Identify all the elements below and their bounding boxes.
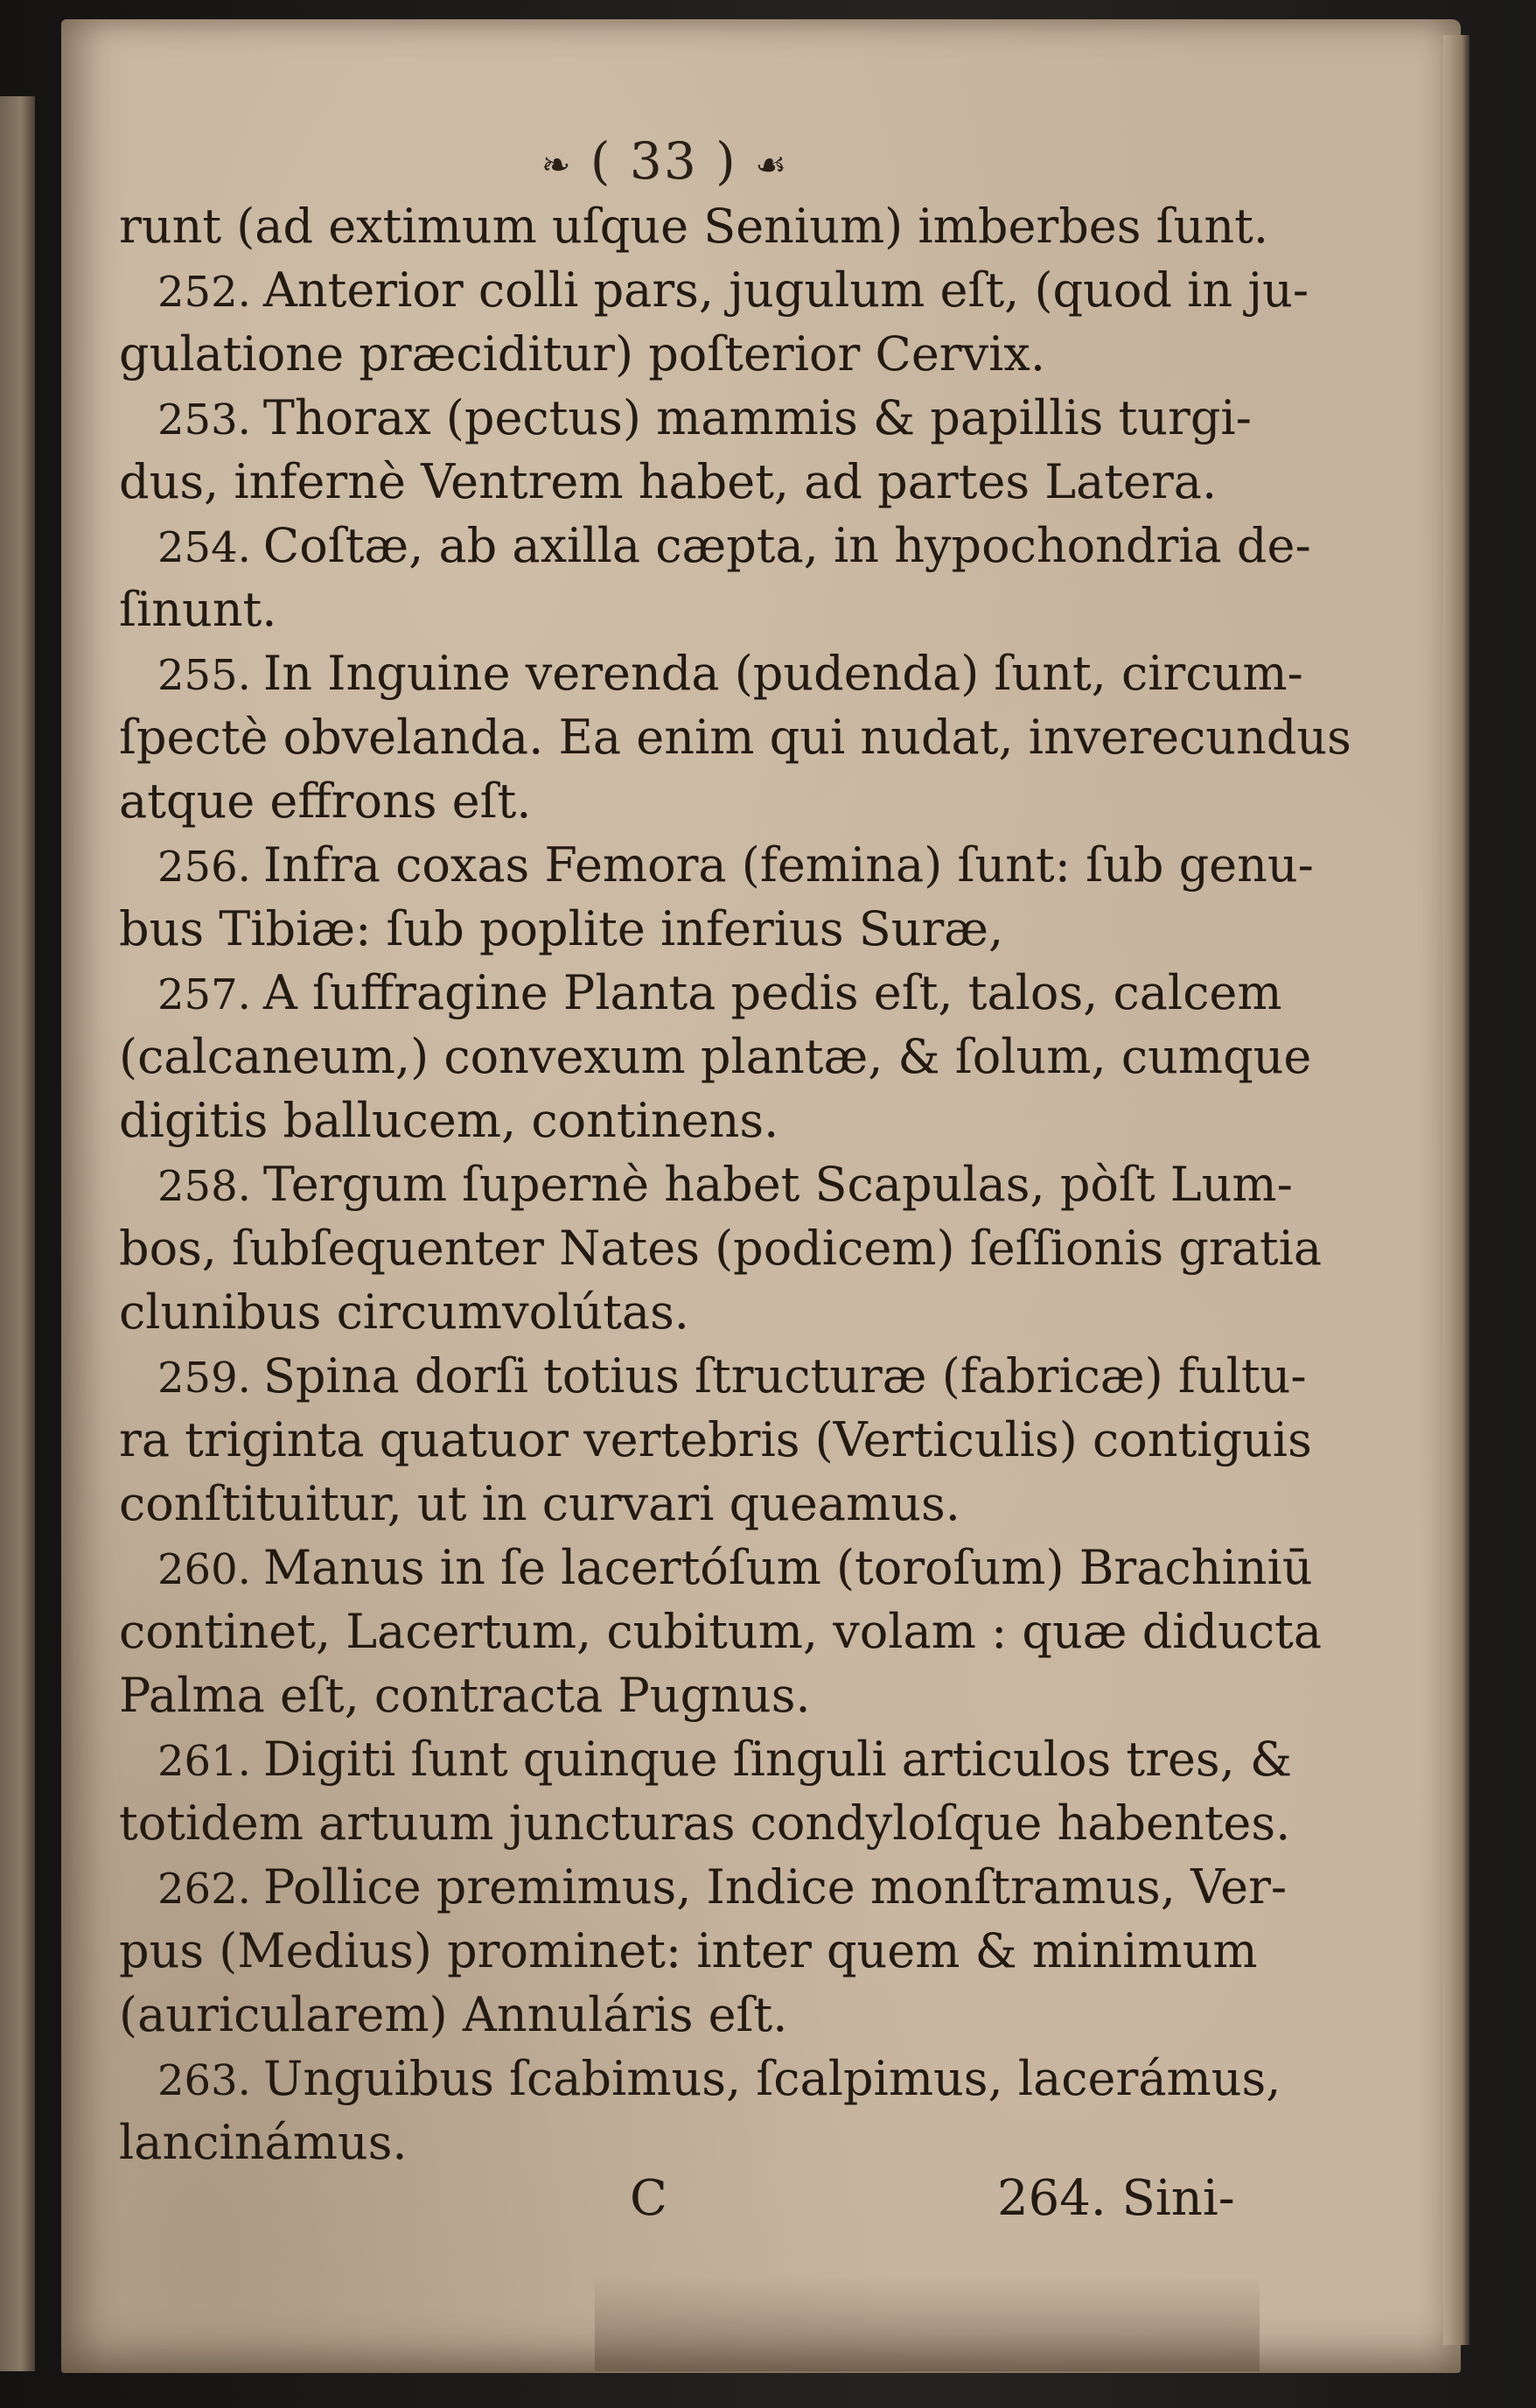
page-header	[490, 131, 840, 201]
text-line: 263. Unguibus ſcabimus, ſcalpimus, lacerámus,	[157, 2051, 1281, 2106]
page-number: ( 33 )	[590, 131, 737, 191]
ornament-right-icon: ☙	[755, 144, 789, 186]
text-line: ſinunt.	[119, 582, 277, 637]
text-line: 261. Digiti ſunt quinque ſinguli articulos tres, &	[157, 1732, 1293, 1787]
text-line: 253. Thorax (pectus) mammis & papillis turgi-	[157, 390, 1252, 445]
text-line: conſtituitur, ut in curvari queamus.	[119, 1476, 960, 1531]
text-line: ſpectè obvelanda. Ea enim qui nudat, inverecundus	[119, 710, 1351, 765]
previous-page-edge	[0, 96, 35, 2371]
text-line: bus Tibiæ: ſub poplite inferius Suræ,	[119, 901, 1004, 956]
page-footer	[107, 2170, 1261, 2240]
text-line: 259. Spina dorſi totius ſtructuræ (fabricæ) fultu-	[157, 1348, 1307, 1404]
text-line: atque effrons eſt.	[119, 774, 532, 829]
text-line: Palma eſt, contracta Pugnus.	[119, 1668, 811, 1723]
page-fore-edge	[1443, 35, 1470, 2345]
catchword: 264. Sini-	[997, 2170, 1235, 2227]
text-line: (calcaneum,) convexum plantæ, & ſolum, cumque	[119, 1029, 1312, 1084]
body-text	[107, 194, 1351, 2174]
text-line: 254. Coſtæ, ab axilla cæpta, in hypochondria de-	[157, 518, 1311, 573]
text-line: lancinámus.	[119, 2115, 408, 2170]
text-line: 262. Pollice premimus, Indice monſtramus, Ver-	[157, 1859, 1288, 1914]
text-line: 258. Tergum ſupernè habet Scapulas, pòſt Lum-	[157, 1157, 1293, 1212]
text-line: digitis ballucem, continens.	[119, 1093, 779, 1148]
text-line: 260. Manus in ſe lacertóſum (toroſum) Brachiniū	[157, 1540, 1313, 1595]
ornament-left-icon: ❧	[541, 144, 573, 186]
text-line: ra triginta quatuor vertebris (Verticulis) contiguis	[119, 1412, 1312, 1467]
text-line: pus (Medius) prominet: inter quem & minimum	[119, 1923, 1258, 1978]
text-line: gulatione præciditur) poſterior Cervix.	[119, 326, 1045, 382]
text-line: totidem artuum juncturas condyloſque habentes.	[119, 1796, 1291, 1851]
text-line: runt (ad extimum uſque Senium) imberbes ſunt.	[119, 199, 1269, 254]
text-line: clunibus circumvolútas.	[119, 1284, 689, 1340]
text-line: 257. A ſuffragine Planta pedis eſt, talos, calcem	[157, 965, 1282, 1020]
text-line: continet, Lacertum, cubitum, volam : quæ diducta	[119, 1604, 1323, 1659]
text-line: 256. Infra coxas Femora (femina) ſunt: ſub genu-	[157, 837, 1314, 892]
text-line: 255. In Inguine verenda (pudenda) ſunt, circum-	[157, 646, 1303, 701]
signature-mark: C	[630, 2170, 667, 2227]
text-line: bos, ſubſequenter Nates (podicem) ſeſſionis gratia	[119, 1221, 1323, 1276]
text-line: 252. Anterior colli pars, jugulum eſt, (quod in ju-	[157, 262, 1309, 318]
text-line: dus, infernè Ventrem habet, ad partes Latera.	[119, 454, 1218, 509]
worn-bottom-edge	[595, 2275, 1260, 2371]
text-line: (auricularem) Annuláris eſt.	[119, 1987, 788, 2042]
